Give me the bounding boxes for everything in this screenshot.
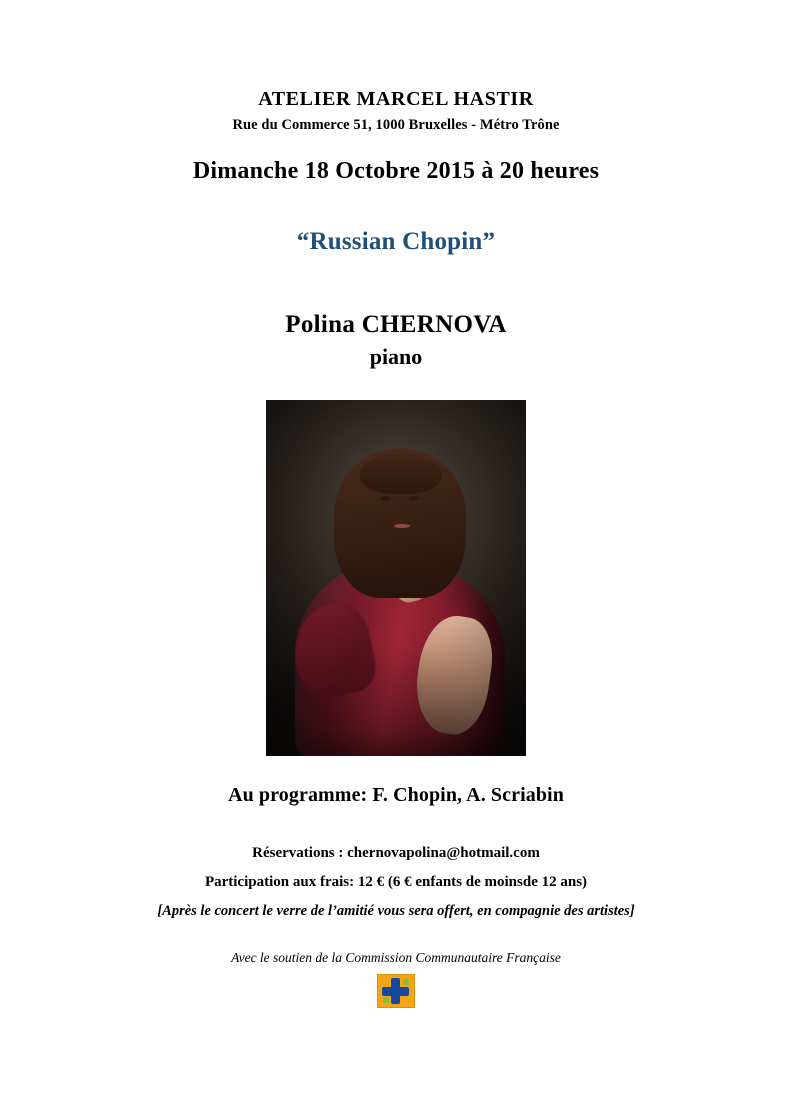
portrait-eye-right	[408, 496, 419, 501]
portrait-mouth	[394, 524, 410, 528]
support-credit: Avec le soutien de la Commission Communautaire Française	[231, 950, 561, 965]
artist-portrait-photo	[266, 400, 526, 756]
artist-instrument: piano	[369, 344, 423, 369]
logo-dot-bottom-left	[383, 997, 389, 1003]
commission-communautaire-francaise-logo-icon	[377, 974, 415, 1008]
venue-address: Rue du Commerce 51, 1000 Bruxelles - Métro Trône	[232, 117, 560, 133]
portrait-eye-left	[380, 496, 391, 501]
portrait-fringe	[360, 454, 442, 494]
program-repertoire: Au programme: F. Chopin, A. Scriabin	[228, 784, 564, 806]
logo-dot-top-right	[403, 979, 409, 985]
artist-photo-container	[70, 400, 722, 756]
reservations-line: Réservations : chernovapolina@hotmail.com	[252, 845, 540, 861]
logo-container	[70, 974, 722, 1008]
participation-fees: Participation aux frais: 12 € (6 € enfants de moinsde 12 ans)	[204, 874, 588, 890]
logo-dot-bottom-right	[403, 997, 409, 1003]
after-concert-note: [Après le concert le verre de l’amitié vous sera offert, en compagnie des artistes]	[157, 903, 635, 919]
logo-cross-horizontal	[382, 987, 409, 996]
venue-name: ATELIER MARCEL HASTIR	[258, 88, 534, 110]
event-date-time: Dimanche 18 Octobre 2015 à 20 heures	[192, 158, 600, 184]
program-title: “Russian Chopin”	[296, 228, 496, 255]
logo-dot-top-left	[383, 979, 389, 985]
artist-name: Polina CHERNOVA	[285, 311, 507, 338]
